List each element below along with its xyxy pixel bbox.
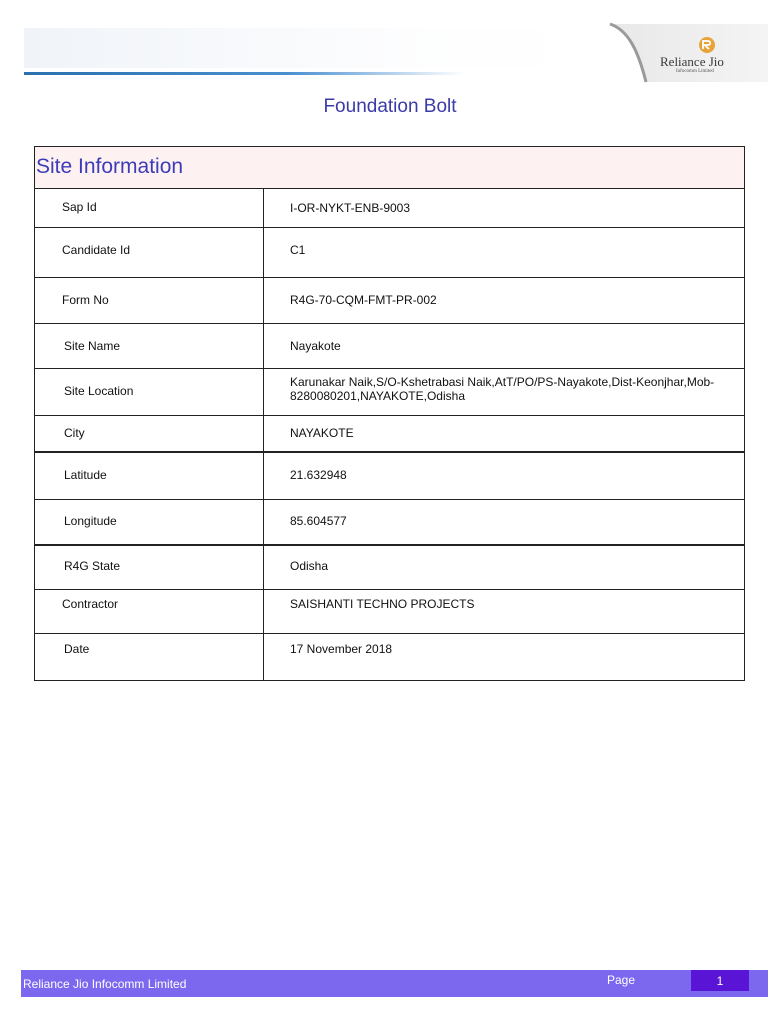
- page-number-box: [691, 970, 749, 991]
- row-value: NAYAKOTE: [290, 426, 354, 440]
- table-row: [35, 634, 744, 680]
- row-label: Latitude: [35, 453, 264, 499]
- row-value: Karunakar Naik,S/O-Kshetrabasi Naik,AtT/PO/PS-Nayakote,Dist-Keonjhar,Mob-8280080201,NAYAKOTE,Odisha: [290, 375, 715, 403]
- table-row: [35, 189, 744, 228]
- table-row: [35, 500, 744, 546]
- brand-subtitle: Infocomm Limited: [676, 69, 714, 74]
- table-row: [35, 324, 744, 369]
- site-information-table: [34, 146, 745, 681]
- footer-company: Reliance Jio Infocomm Limited: [23, 977, 187, 991]
- table-row: [35, 546, 744, 590]
- table-row: [35, 369, 744, 416]
- row-value: 85.604577: [290, 514, 347, 528]
- row-label: R4G State: [35, 546, 264, 589]
- row-label: Site Location: [35, 369, 264, 415]
- row-value: C1: [290, 243, 306, 257]
- table-row: [35, 228, 744, 278]
- table-row: [35, 278, 744, 324]
- page-footer: [21, 970, 768, 997]
- row-label: City: [35, 416, 264, 451]
- row-value: SAISHANTI TECHNO PROJECTS: [290, 597, 475, 611]
- table-row: [35, 453, 744, 500]
- row-label: Date: [35, 634, 264, 680]
- row-value: R4G-70-CQM-FMT-PR-002: [290, 293, 437, 307]
- row-label: Candidate Id: [35, 228, 264, 277]
- row-label: Sap Id: [35, 189, 264, 227]
- row-label: Site Name: [35, 324, 264, 368]
- header-banner: [24, 28, 584, 68]
- page-title: Foundation Bolt: [323, 96, 457, 117]
- logo-swoosh-icon: [580, 20, 768, 86]
- table-row: [35, 416, 744, 453]
- row-value: Odisha: [290, 559, 329, 573]
- page-number: 1: [716, 974, 724, 988]
- row-value: 17 November 2018: [290, 642, 393, 656]
- section-header: [35, 147, 744, 189]
- reliance-logo-icon: [698, 36, 716, 54]
- row-value: Nayakote: [290, 339, 341, 353]
- row-value: 21.632948: [290, 468, 347, 482]
- header-rule: [24, 72, 464, 75]
- page-header: [0, 0, 768, 90]
- row-label: Form No: [35, 278, 264, 323]
- row-label: Contractor: [35, 590, 264, 633]
- page-label: Page: [607, 973, 636, 987]
- brand-name: Reliance Jio: [660, 54, 724, 69]
- table-row: [35, 590, 744, 634]
- row-label: Longitude: [35, 500, 264, 544]
- section-title: Site Information: [36, 155, 184, 178]
- row-value: I-OR-NYKT-ENB-9003: [290, 201, 411, 215]
